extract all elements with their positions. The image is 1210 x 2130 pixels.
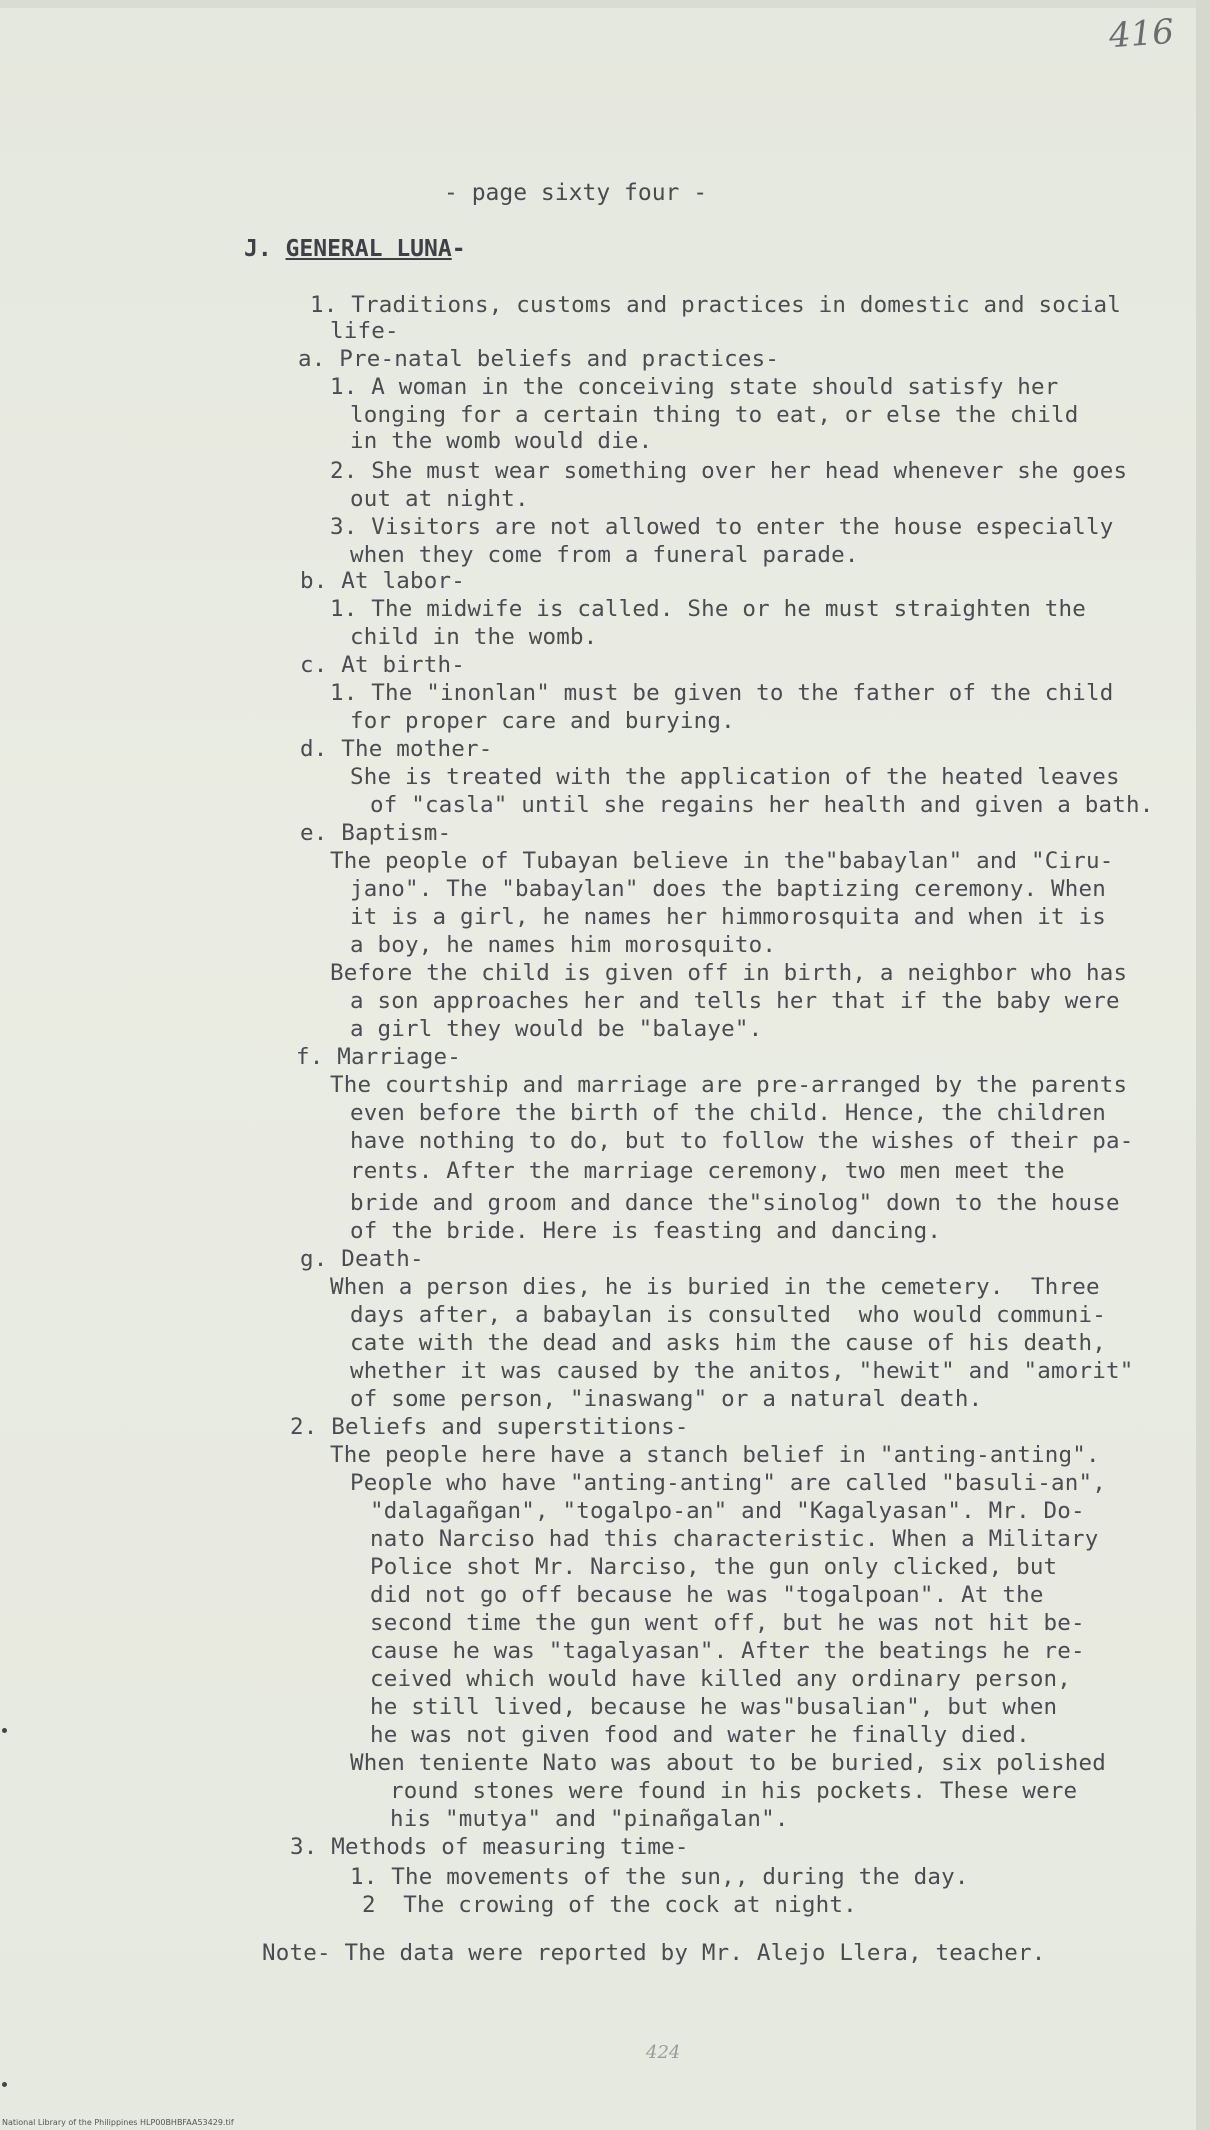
text-line: second time the gun went off, but he was not hit be- xyxy=(370,1610,1085,1636)
page-heading: - page sixty four - xyxy=(444,180,708,206)
text-line: even before the birth of the child. Hence, the children xyxy=(350,1100,1107,1126)
text-line: The people of Tubayan believe in the"babaylan" and "Ciru- xyxy=(330,848,1114,874)
text-line: 3. Visitors are not allowed to enter the house especially xyxy=(330,514,1114,540)
text-line: 2. Beliefs and superstitions- xyxy=(290,1414,689,1440)
scan-edge-right xyxy=(1196,0,1210,2130)
text-line: 1. A woman in the conceiving state should satisfy her xyxy=(330,374,1059,400)
text-line: 1. Traditions, customs and practices in domestic and social xyxy=(310,292,1122,318)
text-line: days after, a babaylan is consulted who would communi- xyxy=(350,1302,1107,1328)
scan-edge-top xyxy=(0,0,1210,8)
text-line: when they come from a funeral parade. xyxy=(350,542,859,568)
handwritten-page-number: 416 xyxy=(1107,11,1176,57)
section-name: GENERAL LUNA xyxy=(285,236,452,262)
text-line: he was not given food and water he finally died. xyxy=(370,1722,1030,1748)
text-line: Police shot Mr. Narciso, the gun only clicked, but xyxy=(370,1554,1058,1580)
text-line: b. At labor- xyxy=(300,568,465,594)
section-prefix: J. xyxy=(244,236,286,262)
text-line: Before the child is given off in birth, a neighbor who has xyxy=(330,960,1128,986)
text-line: Note- The data were reported by Mr. Alejo Llera, teacher. xyxy=(262,1940,1046,1966)
text-line: jano". The "babaylan" does the baptizing ceremony. When xyxy=(350,876,1107,902)
bottom-page-number: 424 xyxy=(646,2042,681,2063)
scan-mark xyxy=(2,2082,7,2087)
text-line: 3. Methods of measuring time- xyxy=(290,1834,689,1860)
text-line: c. At birth- xyxy=(300,652,465,678)
text-line: bride and groom and dance the"sinolog" down to the house xyxy=(350,1190,1120,1216)
text-line: a. Pre-natal beliefs and practices- xyxy=(298,346,780,372)
text-line: 1. The midwife is called. She or he must straighten the xyxy=(330,596,1087,622)
text-line: ceived which would have killed any ordinary person, xyxy=(370,1666,1072,1692)
text-line: 2. She must wear something over her head whenever she goes xyxy=(330,458,1128,484)
text-line: 1. The movements of the sun,, during the day. xyxy=(350,1864,969,1890)
text-line: 1. The "inonlan" must be given to the father of the child xyxy=(330,680,1114,706)
scan-mark xyxy=(2,1728,7,1733)
text-line: in the womb would die. xyxy=(350,428,653,454)
text-line: cate with the dead and asks him the cause of his death, xyxy=(350,1330,1107,1356)
text-line: cause he was "tagalyasan". After the beatings he re- xyxy=(370,1638,1085,1664)
text-line: for proper care and burying. xyxy=(350,708,735,734)
text-line: of "casla" until she regains her health and given a bath. xyxy=(370,792,1154,818)
text-line: rents. After the marriage ceremony, two men meet the xyxy=(350,1158,1065,1184)
text-line: a girl they would be "balaye". xyxy=(350,1016,763,1042)
text-line: She is treated with the application of the heated leaves xyxy=(350,764,1120,790)
text-line: his "mutya" and "pinañgalan". xyxy=(390,1806,789,1832)
section-suffix: - xyxy=(451,236,466,262)
scan-footer-caption: National Library of the Philippines HLP00BHBFAA53429.tif xyxy=(2,2118,234,2127)
text-line: round stones were found in his pockets. These were xyxy=(390,1778,1078,1804)
text-line: e. Baptism- xyxy=(300,820,452,846)
text-line: did not go off because he was "togalpoan". At the xyxy=(370,1582,1044,1608)
text-line: of the bride. Here is feasting and dancing. xyxy=(350,1218,942,1244)
text-line: life- xyxy=(330,318,399,344)
text-line: have nothing to do, but to follow the wishes of their pa- xyxy=(350,1128,1134,1154)
text-line: a son approaches her and tells her that if the baby were xyxy=(350,988,1120,1014)
text-line: nato Narciso had this characteristic. When a Military xyxy=(370,1526,1099,1552)
text-line: a boy, he names him morosquito. xyxy=(350,932,777,958)
text-line: longing for a certain thing to eat, or else the child xyxy=(350,402,1079,428)
text-line: When a person dies, he is buried in the cemetery. Three xyxy=(330,1274,1100,1300)
text-line: When teniente Nato was about to be buried, six polished xyxy=(350,1750,1107,1776)
text-line: The courtship and marriage are pre-arranged by the parents xyxy=(330,1072,1128,1098)
text-line: f. Marriage- xyxy=(296,1044,461,1070)
text-line: child in the womb. xyxy=(350,624,598,650)
text-line: g. Death- xyxy=(300,1246,424,1272)
text-line: whether it was caused by the anitos, "hewit" and "amorit" xyxy=(350,1358,1134,1384)
text-line: it is a girl, he names her himmorosquita and when it is xyxy=(350,904,1107,930)
text-line: he still lived, because he was"busalian", but when xyxy=(370,1694,1058,1720)
text-line: of some person, "inaswang" or a natural death. xyxy=(350,1386,983,1412)
text-line: The people here have a stanch belief in "anting-anting". xyxy=(330,1442,1100,1468)
text-line: d. The mother- xyxy=(300,736,493,762)
text-line: "dalagañgan", "togalpo-an" and "Kagalyasan". Mr. Do- xyxy=(370,1498,1085,1524)
text-line: out at night. xyxy=(350,486,529,512)
text-line: 2 The crowing of the cock at night. xyxy=(362,1892,857,1918)
text-line: People who have "anting-anting" are called "basuli-an", xyxy=(350,1470,1107,1496)
section-title xyxy=(244,236,466,262)
